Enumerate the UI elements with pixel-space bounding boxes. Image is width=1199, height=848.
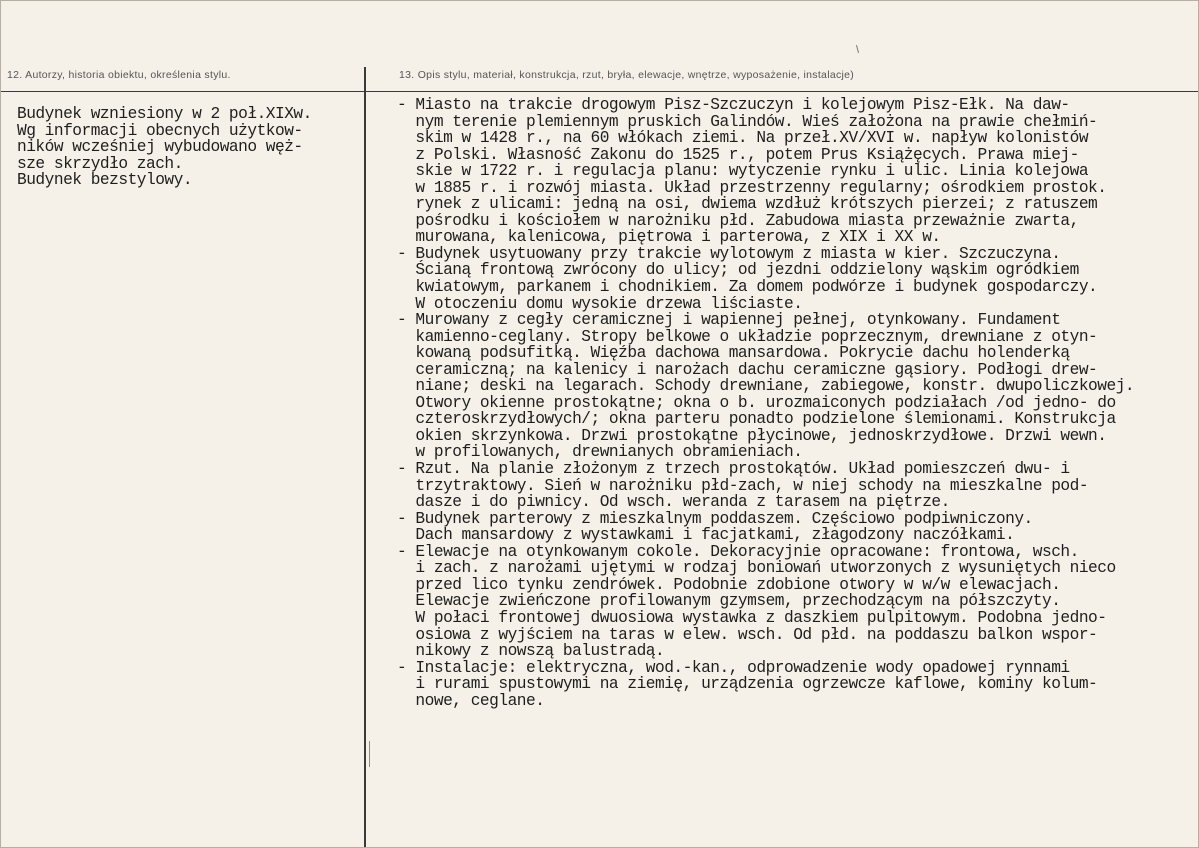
column-divider <box>364 67 366 847</box>
field-12-header: 12. Autorzy, historia obiektu, określenia stylu. <box>7 69 231 81</box>
header-divider <box>1 91 1198 92</box>
field-13-header: 13. Opis stylu, materiał, konstrukcja, rzut, bryła, elewacje, wnętrze, wyposażenie, instalacje) <box>399 69 855 81</box>
description-text: - Miasto na trakcie drogowym Pisz-Szczuczyn i kolejowym Pisz-Ełk. Na daw- nym terenie plemiennym pruskich Galindów. Wieś założona na prawie chełmiń- skim w 1428 r., na 60 włókach ziemi. Na przeł.XV/XVI w. napływ kolonistów z Polski. Własność Zakonu do 1525 r., potem Prus Książęcych. Prawa miej- skie w 1722 r. i regulacja planu: wytyczenie rynku i ulic. Linia kolejowa w 1885 r. i rozwój miasta. Układ przestrzenny regularny; ośrodkiem prostok. rynek z ulicami: jedną na osi, dwiema wzdłuż krótszych pierzei; z ratuszem pośrodku i kościołem w narożniku płd. Zabudowa miasta przeważnie zwarta, murowana, kalenicowa, piętrowa i parterowa, z XIX i XX w. - Budynek usytuowany przy trakcie wylotowym z miasta w kier. Szczuczyna. Ścianą frontową zwrócony do ulicy; od jezdni oddzielony wąskim ogródkiem kwiatowym, parkanem i chodnikiem. Za domem podwórze i budynek gospodarczy. W otoczeniu domu wysokie drzewa liściaste. - Murowany z cegły ceramicznej i wapiennej pełnej, otynkowany. Fundament kamienno-ceglany. Stropy belkowe o układzie poprzecznym, drewniane z otyn- kowaną podsufitką. Więźba dachowa mansardowa. Pokrycie dachu holenderką ceramiczną; na kalenicy i narożach dachu ceramiczne gąsiory. Podłogi drew- niane; deski na legarach. Schody drewniane, zabiegowe, konstr. dwupoliczkowej. Otwory okienne prostokątne; okna o b. urozmaiconych podziałach /od jedno- do czteroskrzydłowych/; okna parteru ponadto podzielone ślemionami. Konstrukcja okien skrzynkowa. Drzwi prostokątne płycinowe, jednoskrzydłowe. Drzwi wewn. w profilowanych, drewnianych obramieniach. - Rzut. Na planie złożonym z trzech prostokątów. Układ pomieszczeń dwu- i trzytraktowy. Sień w narożniku płd-zach, w niej schody na mieszkalne pod- dasze i do piwnicy. Od wsch. weranda z tarasem na piętrze. - Budynek parterowy z mieszkalnym poddaszem. Częściowo podpiwniczony. Dach mansardowy z wystawkami i facjatkami, złagodzony naczółkami. - Elewacje na otynkowanym cokole. Dekoracyjnie opracowane: frontowa, wsch. i zach. z narożami ujętymi w rodzaj boniowań utworzonych z wysuniętych nieco przed lico tynku zendrówek. Podobnie zdobione otwory w w/w elewacjach. Elewacje zwieńczone profilowanym gzymsem, przechodzącym na półszczyty. W połaci frontowej dwuosiowa wystawka z daszkiem pulpitowym. Podobna jedno- osiowa z wyjściem na taras w elew. wsch. Od płd. na poddaszu balkon wspor- nikowy z nowszą balustradą. - Instalacje: elektryczna, wod.-kan., odprowadzenie wody opadowej rynnami i rurami spustowymi na ziemię, urządzenia ogrzewcze kaflowe, kominy kolum- nowe, ceglane. <box>397 96 1135 710</box>
history-text: Budynek wzniesiony w 2 poł.XIXw. Wg informacji obecnych użytkow- ników wcześniej wybudowano węż- sze skrzydło zach. Budynek bezstylowy. <box>17 105 312 190</box>
column-divider-mark <box>369 741 370 767</box>
pencil-mark <box>856 45 859 53</box>
